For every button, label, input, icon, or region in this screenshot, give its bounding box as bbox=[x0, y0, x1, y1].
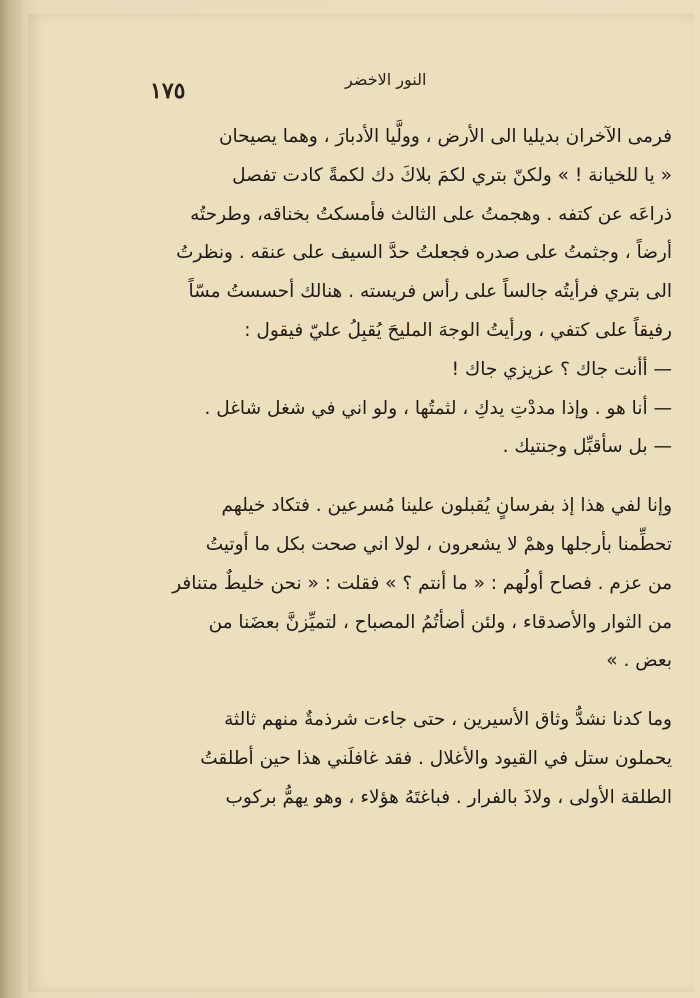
text-line: وإنا لفي هذا إذ بفرسانٍ يُقبلون علينا مُسرعين . فتكاد خيلهم bbox=[221, 495, 672, 517]
running-title: النور الاخضر bbox=[345, 70, 427, 89]
text-line: تحطِّمنا بأرجلها وهمْ لا يشعرون ، لولا اني صحت بكل ما أوتيتُ bbox=[205, 533, 672, 555]
text-line: فرمى الآخران بديليا الى الأرض ، وولَّيا الأدبارَ ، وهما يصيحان bbox=[218, 126, 672, 147]
page-number: ١٧٥ bbox=[150, 78, 186, 104]
text-line: الى بتري فرأيتُه جالساً على رأس فريسته . هنالك أحسستُ مسّاً bbox=[188, 281, 672, 303]
dialogue-line: — أأنت جاك ؟ عزيزي جاك ! bbox=[451, 358, 672, 380]
book-gutter bbox=[0, 0, 22, 998]
text-line: رفيقاً على كتفي ، ورأيتُ الوجهَ المليحَ يُقبِلُ عليّ فيقول : bbox=[244, 319, 672, 341]
paragraph-gap bbox=[152, 467, 672, 487]
text-line: من الثوار والأصدقاء ، ولئن أضأتُمُ المصباح ، لتميِّزنَّ بعضَنا من bbox=[208, 611, 672, 633]
page-header bbox=[150, 68, 670, 108]
paragraph-1 bbox=[152, 118, 672, 467]
text-line: ذراعَه عن كتفه . وهجمتُ على الثالث فأمسكتُ بخناقه، وطرحتُه bbox=[190, 203, 672, 225]
text-line: بعض . » bbox=[606, 650, 672, 672]
paragraph-gap bbox=[152, 681, 672, 701]
text-line: يحملون ستل في القيود والأغلال . فقد غافلَني هذا حين أطلقتُ bbox=[200, 747, 672, 769]
dialogue-line: — أنا هو . وإذا مددْتِ يدكِ ، لثمتُها ، ولو اني في شغل شاغل . bbox=[204, 397, 672, 419]
dialogue-line: — بل سأقبِّل وجنتيك . bbox=[502, 436, 672, 458]
paragraph-3 bbox=[152, 701, 672, 817]
text-line: أرضاً ، وجثمتُ على صدره فجعلتُ حدَّ السيف على عنقه . ونظرتُ bbox=[176, 242, 672, 264]
paragraph-2 bbox=[152, 487, 672, 681]
text-line: « يا للخيانة ! » ولكنّ بتري لكمَ بلاكَ دك لكمةً كادت تفصل bbox=[232, 164, 672, 186]
text-line: الطلقة الأولى ، ولاذَ بالفرار . فباغتَهُ هؤلاء ، وهو يهمُّ بركوب bbox=[225, 786, 672, 808]
body-text bbox=[152, 118, 672, 818]
text-line: من عزم . فصاح أولُهم : « ما أنتم ؟ » فقلت : « نحن خليطٌ متنافر bbox=[172, 572, 672, 594]
text-line: وما كدنا نشدُّ وثاق الأسيرين ، حتى جاءت شرذمةٌ منهم ثالثة bbox=[224, 709, 672, 731]
